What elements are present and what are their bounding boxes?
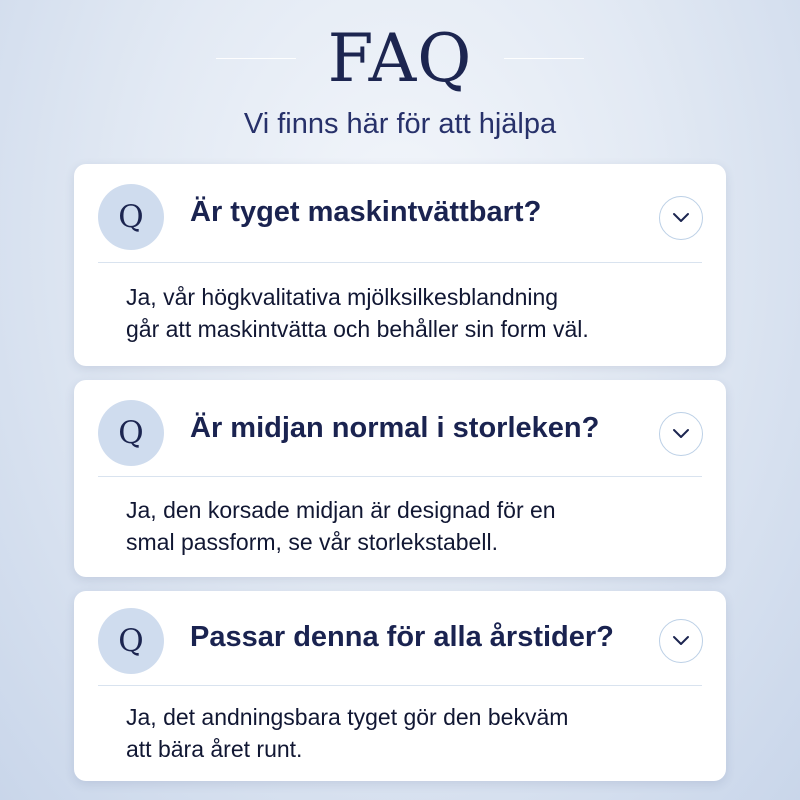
page-subtitle: Vi finns här för att hjälpa: [243, 108, 557, 140]
q-badge: Q: [98, 400, 164, 466]
chevron-down-icon[interactable]: [659, 196, 703, 240]
chevron-down-icon[interactable]: [659, 412, 703, 456]
page-title: FAQ: [327, 19, 473, 97]
faq-answer-line: att bära året runt.: [126, 736, 303, 762]
faq-answer-line: Ja, det andningsbara tyget gör den bekväm: [126, 704, 569, 730]
chevron-down-icon-glyph: [671, 635, 691, 647]
faq-question-row[interactable]: [74, 380, 726, 479]
faq-question-row[interactable]: [74, 591, 726, 690]
faq-answer-line: går att maskintvätta och behåller sin form väl.: [126, 316, 589, 342]
chevron-down-icon[interactable]: [659, 619, 703, 663]
faq-answer-line: Ja, vår högkvalitativa mjölksilkesblandning: [126, 284, 559, 310]
q-badge: Q: [98, 184, 164, 250]
chevron-down-icon-glyph: [671, 212, 691, 224]
faq-answer-line: Ja, den korsade midjan är designad för en: [126, 497, 556, 523]
q-badge: Q: [98, 608, 164, 674]
title-line-left: [216, 58, 296, 59]
chevron-down-icon-glyph: [671, 428, 691, 440]
faq-question: Är tyget maskintvättbart?: [190, 196, 542, 228]
faq-answer-line: smal passform, se vår storlekstabell.: [126, 529, 498, 555]
title-line-right: [504, 58, 584, 59]
faq-question-row[interactable]: [74, 164, 726, 263]
faq-header: [0, 0, 800, 150]
faq-answer: [126, 701, 706, 765]
divider: [98, 685, 702, 686]
faq-answer: [126, 494, 706, 558]
divider: [98, 262, 702, 263]
faq-card-3: [74, 591, 726, 781]
faq-card-1: [74, 164, 726, 366]
faq-card-2: [74, 380, 726, 577]
faq-question: Är midjan normal i storleken?: [190, 412, 600, 444]
faq-question: Passar denna för alla årstider?: [190, 621, 614, 653]
faq-answer: [126, 281, 706, 345]
divider: [98, 476, 702, 477]
title-row: [0, 18, 800, 98]
